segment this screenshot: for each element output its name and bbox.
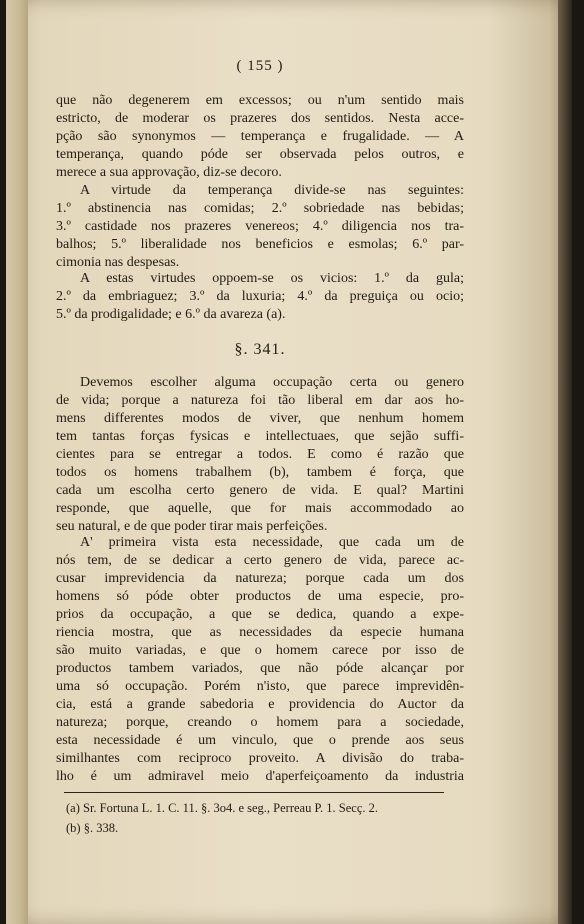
page-gutter (6, 0, 28, 924)
text-line: merece a sua approvação, diz-se decoro. (56, 165, 282, 180)
text-line: A estas virtudes oppoem-se os vicios: 1.º da gula; (80, 271, 464, 286)
text-line: balhos; 5.º liberalidade nos beneficios e esmolas; 6.º par- (56, 237, 464, 252)
text-line: cada um escolha certo genero de vida. E qual? Martini (56, 483, 464, 498)
footnote: (b) §. 338. (66, 821, 119, 835)
text-line: pção são synonymos — temperança e frugalidade. — A (56, 129, 464, 144)
text-line: 2.º da embriaguez; 3.º da luxuria; 4.º da preguiça ou ocio; (56, 289, 464, 304)
text-line: estricto, de moderar os prazeres dos sentidos. Nesta acce- (56, 111, 464, 126)
text-line: cientes para se entregar a todos. E como é razão que (56, 447, 464, 462)
text-line: similhantes com reciproco proveito. A divisão do traba- (56, 751, 464, 766)
text-line: tem tantas forças fysicas e intellectuaes, que sejão suffi- (56, 429, 464, 444)
text-line: mens differentes modos de viver, que nenhum homem (56, 411, 464, 426)
text-line: responde, que aquelle, que for mais accommodado ao (56, 501, 464, 516)
text-line: nós tem, de se dedicar a certo genero de vida, parece ac- (56, 553, 464, 568)
text-line: esta necessidade é um vinculo, que o prende aos seus (56, 733, 464, 748)
text-line: homens só póde obter productos de uma especie, pro- (56, 589, 464, 604)
text-line: A' primeira vista esta necessidade, que cada um de (80, 535, 464, 550)
paper-page (6, 0, 572, 924)
footnote-rule (64, 792, 444, 793)
text-line: 1.º abstinencia nas comidas; 2.º sobriedade nas bebidas; (56, 201, 464, 216)
text-line: natureza; porque, creando o homem para a sociedade, (56, 715, 464, 730)
text-line: lho é um admiravel meio d'aperfeiçoamento da industria (56, 769, 464, 784)
text-line: Devemos escolher alguma occupação certa ou genero (80, 375, 464, 390)
text-line: cia, está a grande sabedoria e providencia do Auctor da (56, 697, 464, 712)
page-edge-shadow (558, 0, 572, 924)
text-line: seu natural, e de que poder tirar mais perfeições. (56, 519, 328, 534)
text-line: temperança, quando póde ser observada pelos outros, e (56, 147, 464, 162)
text-line: cimonia nas despesas. (56, 255, 180, 270)
text-line: 5.º da prodigalidade; e 6.º da avareza (a). (56, 307, 286, 322)
text-line: riencia mostra, que as necessidades da especie humana (56, 625, 464, 640)
text-line: cusar imprevidencia da natureza; porque cada um dos (56, 571, 464, 586)
text-line: que não degenerem em excessos; ou n'um sentido mais (56, 93, 464, 108)
text-line: productos tambem variados, que não póde alcançar por (56, 661, 464, 676)
footnote: (a) Sr. Fortuna L. 1. C. 11. §. 3o4. e seg., Perreau P. 1. Secç. 2. (66, 801, 378, 815)
section-heading: §. 341. (234, 341, 286, 358)
page-number: ( 155 ) (236, 58, 284, 74)
text-line: uma só occupação. Porém n'isto, que parece imprevidên- (56, 679, 464, 694)
text-line: prios da occupação, a que se dedica, quando a expe- (56, 607, 464, 622)
text-line: são muito variadas, e que o homem carece por isso de (56, 643, 464, 658)
text-line: A virtude da temperança divide-se nas seguintes: (80, 183, 464, 198)
text-line: de vida; porque a natureza foi tão liberal em dar aos ho- (56, 393, 464, 408)
text-line: 3.º castidade nos prazeres venereos; 4.º diligencia nos tra- (56, 219, 464, 234)
text-line: todos os homens trabalhem (b), tambem é força, que (56, 465, 464, 480)
